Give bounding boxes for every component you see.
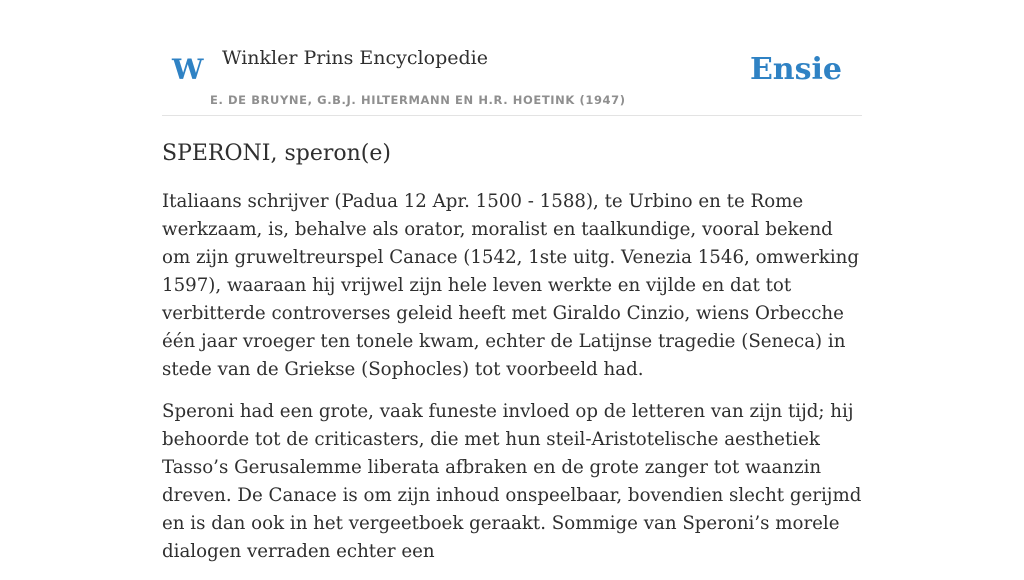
article: [162, 138, 862, 580]
article-paragraph-2: Speroni had een grote, vaak funeste invloed op de letteren van zijn tijd; hij behoorde tot de criticasters, die met hun steil-Aristotelische aesthetiek Tasso’s Gerusalemme liberata afbraken en de grote zanger tot waanzin dreven. De Canace is om zijn inhoud onspeelbaar, bovendien slecht gerijmd en is dan ook in het vergeetboek geraakt. Sommige van Speroni’s morele dialogen verraden echter een: [162, 401, 862, 562]
book-authors: E. DE BRUYNE, G.B.J. HILTERMANN EN H.R. HOETINK (1947): [210, 93, 626, 107]
site-header: [162, 40, 862, 116]
winkler-prins-logo[interactable]: W: [172, 53, 204, 86]
article-title: SPERONI, speron(e): [162, 141, 391, 166]
ensie-logo[interactable]: Ensie: [749, 52, 842, 87]
article-paragraph-1: Italiaans schrijver (Padua 12 Apr. 1500 - 1588), te Urbino en te Rome werkzaam, is, behalve als orator, moralist en taalkundige, vooral bekend om zijn gruweltreurspel Canace (1542, 1ste uitg. Venezia 1546, omwerking 1597), waaraan hij vrijwel zijn hele leven werkte en vijlde en dat tot verbitterde controverses geleid heeft met Giraldo Cinzio, wiens Orbecche één jaar vroeger ten tonele kwam, echter de Latijnse tragedie (Seneca) in stede van de Griekse (Sophocles) tot voorbeeld had.: [162, 191, 860, 380]
book-title[interactable]: Winkler Prins Encyclopedie: [222, 47, 488, 69]
